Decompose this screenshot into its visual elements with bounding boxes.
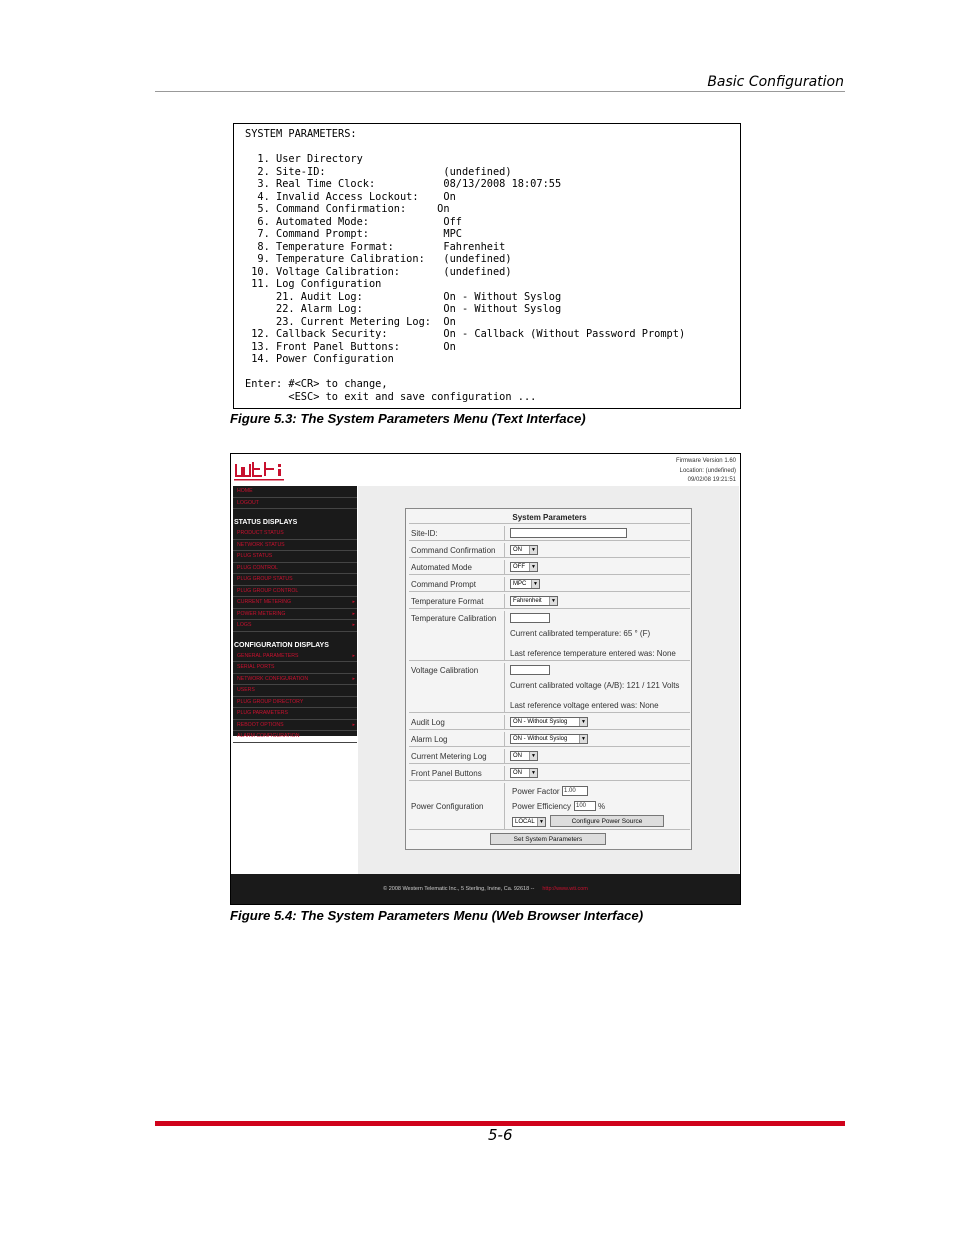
temperature-last-note: Last reference temperature entered was: None: [510, 649, 676, 658]
sidebar-item-label: PRODUCT STATUS: [237, 530, 284, 536]
audit-log-select[interactable]: ON - Without Syslog ▼: [510, 717, 588, 727]
terminal-line: SYSTEM PARAMETERS:: [245, 128, 357, 140]
terminal-line: 3. Real Time Clock: 08/13/2008 18:07:55: [245, 178, 562, 190]
terminal-line: 1. User Directory: [245, 153, 363, 165]
percent-sign: %: [598, 802, 606, 811]
sidebar-item-plug-group-status[interactable]: [233, 574, 357, 586]
chevron-right-icon: ▸: [352, 599, 355, 605]
power-source-select[interactable]: LOCAL ▼: [512, 817, 546, 827]
terminal-line: 22. Alarm Log: On - Without Syslog: [245, 303, 562, 315]
page-number: 5-6: [488, 1126, 513, 1144]
sidebar-item-current-metering[interactable]: [233, 597, 357, 609]
chevron-down-icon: ▼: [537, 818, 545, 826]
web-footer: [231, 874, 740, 904]
panel-title-row: [409, 511, 690, 524]
status-displays-header: STATUS DISPLAYS: [234, 519, 298, 526]
terminal-line: [245, 141, 740, 154]
chevron-right-icon: ▸: [352, 622, 355, 628]
sidebar-item-label: PLUG GROUP DIRECTORY: [237, 698, 304, 705]
sidebar-item-label: PLUG GROUP STATUS: [237, 576, 293, 582]
sidebar-item-plug-status[interactable]: [233, 551, 357, 563]
wti-logo-icon: [234, 460, 284, 482]
panel-title: System Parameters: [512, 513, 587, 522]
sidebar-item-plug-control[interactable]: [233, 563, 357, 575]
power-factor-input[interactable]: 1.00: [562, 786, 588, 796]
terminal-line: 21. Audit Log: On - Without Syslog: [245, 290, 562, 303]
temperature-format-select[interactable]: Fahrenheit ▼: [510, 596, 558, 606]
power-efficiency-input[interactable]: 100: [574, 801, 596, 811]
label-temperature-format: Temperature Format: [409, 594, 505, 608]
terminal-line: Enter: #<CR> to change,: [245, 378, 388, 390]
text-interface-figure: [233, 123, 741, 409]
row-current-metering-log: [409, 749, 690, 764]
sidebar-item-label: HOME: [237, 488, 253, 494]
sidebar-item-logs[interactable]: [233, 620, 357, 632]
voltage-current-note: Current calibrated voltage (A/B): 121 / 121 Volts: [510, 681, 680, 690]
sidebar-item-plug-parameters[interactable]: [233, 708, 357, 720]
datetime-text: 09/02/08 19:21:51: [687, 477, 736, 483]
chevron-right-icon: ▸: [352, 675, 355, 682]
terminal-line: 5. Command Confirmation: On: [245, 203, 450, 215]
sidebar-item-reboot-options[interactable]: [233, 720, 357, 732]
label-audit-log: Audit Log: [409, 715, 505, 729]
sidebar-item-label: LOGS: [237, 622, 252, 628]
label-command-confirmation: Command Confirmation: [409, 543, 505, 557]
row-audit-log: [409, 715, 690, 730]
sidebar-item-label: GENERAL PARAMETERS: [237, 652, 299, 659]
row-site-id: [409, 526, 690, 541]
power-efficiency-label: Power Efficiency: [512, 802, 571, 811]
site-id-input[interactable]: [510, 528, 627, 538]
row-command-confirmation: [409, 543, 690, 558]
header-title: Basic Configuration: [707, 74, 844, 90]
alarm-log-select[interactable]: ON - Without Syslog ▼: [510, 734, 588, 744]
figure-caption-2: Figure 5.4: The System Parameters Menu (Web Browser Interface): [230, 908, 644, 923]
sidebar-item-general-parameters[interactable]: [233, 651, 357, 663]
footer-copyright: © 2008 Western Telematic Inc., 5 Sterling, Irvine, Ca. 92618 --: [383, 886, 535, 892]
header-rule: [155, 91, 845, 92]
row-command-prompt: [409, 577, 690, 592]
row-voltage-calibration: [409, 663, 690, 713]
web-interface-figure: [230, 453, 741, 905]
label-voltage-calibration: Voltage Calibration: [409, 663, 505, 712]
label-command-prompt: Command Prompt: [409, 577, 505, 591]
command-confirmation-select[interactable]: ON ▼: [510, 545, 538, 555]
system-parameters-panel: [405, 508, 692, 850]
figure-caption-1: Figure 5.3: The System Parameters Menu (Text Interface): [230, 411, 586, 426]
terminal-line: 8. Temperature Format: Fahrenheit: [245, 240, 506, 253]
location-text: Location: (undefined): [679, 467, 736, 474]
sidebar-item-plug-group-directory[interactable]: [233, 697, 357, 709]
sidebar-item-logout[interactable]: [233, 498, 357, 510]
sidebar-item-users[interactable]: [233, 685, 357, 697]
terminal-line: 14. Power Configuration: [245, 353, 394, 365]
terminal-line: 11. Log Configuration: [245, 278, 382, 290]
sidebar-item-label: SERIAL PORTS: [237, 664, 275, 670]
label-site-id: Site-ID:: [409, 526, 505, 540]
sidebar-item-label: USERS: [237, 687, 255, 693]
firmware-version: Firmware Version 1.60: [675, 458, 736, 464]
sidebar: [233, 486, 357, 739]
power-factor-label: Power Factor: [512, 787, 560, 796]
row-alarm-log: [409, 732, 690, 747]
sidebar-item-label: POWER METERING: [237, 610, 286, 617]
chevron-down-icon: ▼: [579, 718, 587, 726]
chevron-right-icon: ▸: [352, 652, 355, 659]
chevron-down-icon: ▼: [529, 563, 537, 571]
row-power-configuration: [409, 783, 690, 830]
row-automated-mode: [409, 560, 690, 575]
terminal-line: 13. Front Panel Buttons: On: [245, 340, 456, 353]
terminal-line: 23. Current Metering Log: On: [245, 315, 456, 328]
terminal-line: 12. Callback Security: On - Callback (Without Password Prompt): [245, 328, 686, 340]
terminal-line: 7. Command Prompt: MPC: [245, 228, 462, 240]
chevron-down-icon: ▼: [531, 580, 539, 588]
chevron-right-icon: ▸: [352, 610, 355, 617]
sidebar-item-label: NETWORK CONFIGURATION: [237, 675, 309, 682]
label-front-panel-buttons: Front Panel Buttons: [409, 766, 505, 780]
sidebar-item-label: PLUG STATUS: [237, 553, 273, 559]
label-temperature-calibration: Temperature Calibration: [409, 611, 505, 660]
sidebar-item-network-configuration[interactable]: [233, 674, 357, 686]
firmware-info: [676, 457, 736, 486]
label-current-metering-log: Current Metering Log: [409, 749, 505, 763]
label-alarm-log: Alarm Log: [409, 732, 505, 746]
content-area: [358, 486, 739, 874]
sidebar-item-alarm-configuration[interactable]: [233, 731, 357, 743]
terminal-line: [245, 366, 740, 379]
chevron-down-icon: ▼: [529, 752, 537, 760]
chevron-down-icon: ▼: [579, 735, 587, 743]
row-temperature-format: [409, 594, 690, 609]
row-temperature-calibration: [409, 611, 690, 661]
voltage-last-note: Last reference voltage entered was: None: [510, 701, 659, 710]
sidebar-item-label: NETWORK STATUS: [237, 541, 285, 548]
terminal-line: <ESC> to exit and save configuration ...: [245, 390, 537, 403]
sidebar-item-label: PLUG GROUP CONTROL: [237, 587, 299, 594]
terminal-line: 4. Invalid Access Lockout: On: [245, 190, 456, 203]
voltage-calibration-input[interactable]: [510, 665, 550, 675]
chevron-down-icon: ▼: [529, 769, 537, 777]
temperature-calibration-input[interactable]: [510, 613, 550, 623]
sidebar-item-network-status[interactable]: [233, 540, 357, 552]
sidebar-item-plug-group-control[interactable]: [233, 586, 357, 598]
automated-mode-select[interactable]: OFF ▼: [510, 562, 538, 572]
label-automated-mode: Automated Mode: [409, 560, 505, 574]
set-system-parameters-button[interactable]: Set System Parameters: [490, 833, 606, 845]
label-power-configuration: Power Configuration: [409, 783, 505, 829]
front-panel-buttons-select[interactable]: ON ▼: [510, 768, 538, 778]
sidebar-item-label: PLUG PARAMETERS: [237, 710, 288, 716]
terminal-line: 10. Voltage Calibration: (undefined): [245, 265, 512, 278]
chevron-right-icon: ▸: [352, 721, 355, 728]
terminal-line: 6. Automated Mode: Off: [245, 215, 462, 228]
terminal-line: 9. Temperature Calibration: (undefined): [245, 253, 512, 265]
sidebar-item-label: LOGOUT: [237, 499, 259, 506]
sidebar-item-power-metering[interactable]: [233, 609, 357, 621]
configure-power-source-button[interactable]: Configure Power Source: [550, 815, 664, 827]
sidebar-item-product-status[interactable]: [233, 528, 357, 540]
chevron-down-icon: ▼: [529, 546, 537, 554]
sidebar-item-label: REBOOT OPTIONS: [237, 721, 284, 728]
current-metering-log-select[interactable]: ON ▼: [510, 751, 538, 761]
sidebar-item-label: ALARM CONFIGURATION: [237, 733, 300, 739]
configuration-displays-header: CONFIGURATION DISPLAYS: [234, 641, 329, 649]
temperature-current-note: Current calibrated temperature: 65 ° (F): [510, 629, 651, 638]
sidebar-item-label: PLUG CONTROL: [237, 564, 278, 571]
command-prompt-select[interactable]: MPC ▼: [510, 579, 540, 589]
sidebar-item-serial-ports[interactable]: [233, 662, 357, 674]
footer-link[interactable]: http://www.wti.com: [542, 886, 588, 892]
row-front-panel-buttons: [409, 766, 690, 781]
terminal-line: 2. Site-ID: (undefined): [245, 165, 512, 178]
chevron-down-icon: ▼: [549, 597, 557, 605]
sidebar-item-home[interactable]: [233, 486, 357, 498]
sidebar-item-label: CURRENT METERING: [237, 599, 292, 605]
